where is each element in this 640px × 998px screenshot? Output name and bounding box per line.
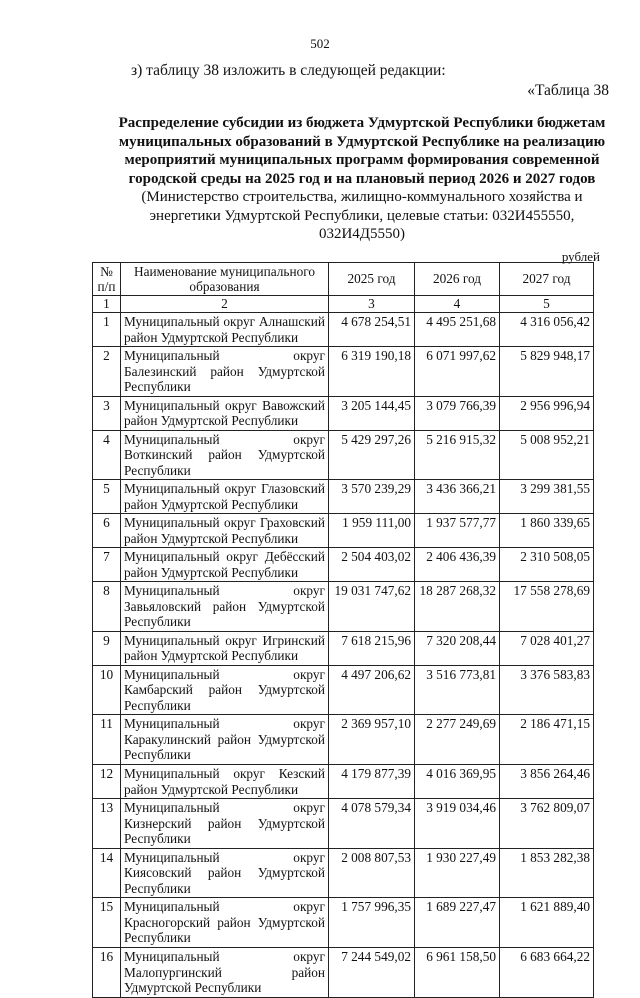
amount-2026: 18 287 268,32 — [415, 582, 500, 632]
table-row — [93, 396, 594, 430]
title-line: муниципальных образований в Удмуртской Республике на реализацию — [118, 133, 606, 150]
row-number: 15 — [93, 898, 121, 948]
amount-2026: 4 016 369,95 — [415, 765, 500, 799]
municipality-name: Муниципальный округ Игринский район Удмуртской Республики — [121, 631, 329, 665]
amount-2027: 2 310 508,05 — [500, 548, 594, 582]
table-row — [93, 765, 594, 799]
amount-2027: 4 316 056,42 — [500, 313, 594, 347]
amount-2027: 2 186 471,15 — [500, 715, 594, 765]
row-number: 9 — [93, 631, 121, 665]
column-index: 3 — [329, 296, 415, 313]
amount-2025: 2 504 403,02 — [329, 548, 415, 582]
amount-2025: 7 618 215,96 — [329, 631, 415, 665]
column-index: 2 — [121, 296, 329, 313]
amount-2027: 7 028 401,27 — [500, 631, 594, 665]
column-index-row — [93, 296, 594, 313]
amount-2026: 3 516 773,81 — [415, 665, 500, 715]
amount-2026: 6 071 997,62 — [415, 347, 500, 397]
municipality-name: Муниципальный округ Каракулинский район Удмуртской Республики — [121, 715, 329, 765]
table-row — [93, 898, 594, 948]
amount-2026: 5 216 915,32 — [415, 430, 500, 480]
amount-2027: 6 683 664,22 — [500, 948, 594, 998]
table-row — [93, 548, 594, 582]
row-number: 16 — [93, 948, 121, 998]
municipality-name: Муниципальный округ Воткинский район Удмуртской Республики — [121, 430, 329, 480]
amount-2025: 4 678 254,51 — [329, 313, 415, 347]
row-number: 11 — [93, 715, 121, 765]
amount-2026: 2 406 436,39 — [415, 548, 500, 582]
row-number: 12 — [93, 765, 121, 799]
amount-2027: 3 762 809,07 — [500, 799, 594, 849]
row-number: 1 — [93, 313, 121, 347]
table-row — [93, 480, 594, 514]
amount-2025: 3 570 239,29 — [329, 480, 415, 514]
row-number: 13 — [93, 799, 121, 849]
subtitle-line: энергетики Удмуртской Республики, целевые статьи: 032И455550, — [149, 207, 575, 224]
column-index: 4 — [415, 296, 500, 313]
amount-2025: 6 319 190,18 — [329, 347, 415, 397]
municipality-name: Муниципальный округ Завьяловский район Удмуртской Республики — [121, 582, 329, 632]
amount-2027: 1 860 339,65 — [500, 514, 594, 548]
subtitle-line: (Министерство строительства, жилищно-коммунального хозяйства и — [141, 189, 583, 205]
row-number: 10 — [93, 665, 121, 715]
amount-2027: 3 299 381,55 — [500, 480, 594, 514]
municipality-name: Муниципальный округ Вавожский район Удмуртской Республики — [121, 396, 329, 430]
amount-2027: 2 956 996,94 — [500, 396, 594, 430]
table-row — [93, 799, 594, 849]
amount-2026: 1 689 227,47 — [415, 898, 500, 948]
municipality-name: Муниципальный округ Камбарский район Удмуртской Республики — [121, 665, 329, 715]
page-number: 502 — [310, 36, 330, 51]
municipality-name: Муниципальный округ Малопургинский район Удмуртской Республики — [121, 948, 329, 998]
amount-2027: 1 853 282,38 — [500, 848, 594, 898]
table-row — [93, 347, 594, 397]
amount-2026: 3 919 034,46 — [415, 799, 500, 849]
amount-2026: 7 320 208,44 — [415, 631, 500, 665]
units-label: рублей — [561, 249, 600, 264]
title-line: городской среды на 2025 год и на плановый период 2026 и 2027 годов — [128, 170, 596, 187]
municipality-name: Муниципальный округ Красногорский район Удмуртской Республики — [121, 898, 329, 948]
amount-2025: 4 078 579,34 — [329, 799, 415, 849]
table-row — [93, 848, 594, 898]
table-row — [93, 665, 594, 715]
amount-2026: 2 277 249,69 — [415, 715, 500, 765]
amount-2026: 1 937 577,77 — [415, 514, 500, 548]
amount-2026: 4 495 251,68 — [415, 313, 500, 347]
row-number: 7 — [93, 548, 121, 582]
header-2025: 2025 год — [329, 263, 415, 296]
row-number: 5 — [93, 480, 121, 514]
column-index: 5 — [500, 296, 594, 313]
amount-2027: 3 376 583,83 — [500, 665, 594, 715]
header-name: Наименование муниципального образования — [121, 263, 329, 296]
table-row — [93, 582, 594, 632]
amount-2025: 1 757 996,35 — [329, 898, 415, 948]
table-row — [93, 430, 594, 480]
amount-2025: 7 244 549,02 — [329, 948, 415, 998]
amount-2025: 4 179 877,39 — [329, 765, 415, 799]
amount-2027: 5 008 952,21 — [500, 430, 594, 480]
row-number: 4 — [93, 430, 121, 480]
amount-2025: 2 008 807,53 — [329, 848, 415, 898]
header-num: № п/п — [93, 263, 121, 296]
municipality-name: Муниципальный округ Балезинский район Удмуртской Республики — [121, 347, 329, 397]
header-2027: 2027 год — [500, 263, 594, 296]
municipality-name: Муниципальный округ Кизнерский район Удмуртской Республики — [121, 799, 329, 849]
amount-2025: 3 205 144,45 — [329, 396, 415, 430]
amount-2025: 4 497 206,62 — [329, 665, 415, 715]
row-number: 6 — [93, 514, 121, 548]
header-2026: 2026 год — [415, 263, 500, 296]
row-number: 8 — [93, 582, 121, 632]
amount-2026: 6 961 158,50 — [415, 948, 500, 998]
amount-2027: 5 829 948,17 — [500, 347, 594, 397]
row-number: 3 — [93, 396, 121, 430]
municipality-name: Муниципальный округ Киясовский район Удмуртской Республики — [121, 848, 329, 898]
subtitle-line: 032И4Д5550) — [318, 226, 406, 242]
amount-2027: 17 558 278,69 — [500, 582, 594, 632]
amount-2025: 19 031 747,62 — [329, 582, 415, 632]
title-line: Распределение субсидии из бюджета Удмуртской Республики бюджетам — [118, 115, 606, 131]
amendment-intro: з) таблицу 38 изложить в следующей редакции: — [131, 62, 446, 79]
amount-2025: 2 369 957,10 — [329, 715, 415, 765]
table-body — [93, 313, 594, 998]
table-row — [93, 631, 594, 665]
header-row — [93, 263, 594, 296]
amount-2025: 5 429 297,26 — [329, 430, 415, 480]
amount-2026: 3 436 366,21 — [415, 480, 500, 514]
amount-2027: 3 856 264,46 — [500, 765, 594, 799]
table-row — [93, 948, 594, 998]
table-label: «Таблица 38 — [527, 82, 609, 99]
municipality-name: Муниципальный округ Алнашский район Удмуртской Республики — [121, 313, 329, 347]
amount-2025: 1 959 111,00 — [329, 514, 415, 548]
amount-2026: 3 079 766,39 — [415, 396, 500, 430]
municipality-name: Муниципальный округ Кезский район Удмуртской Республики — [121, 765, 329, 799]
subsidy-table — [92, 262, 594, 998]
municipality-name: Муниципальный округ Дебёсский район Удмуртской Республики — [121, 548, 329, 582]
title-line: мероприятий муниципальных программ формирования современной — [124, 152, 600, 168]
table-title — [96, 114, 628, 244]
table-row — [93, 313, 594, 347]
column-index: 1 — [93, 296, 121, 313]
municipality-name: Муниципальный округ Глазовский район Удмуртской Республики — [121, 480, 329, 514]
amount-2026: 1 930 227,49 — [415, 848, 500, 898]
row-number: 14 — [93, 848, 121, 898]
table-row — [93, 514, 594, 548]
amount-2027: 1 621 889,40 — [500, 898, 594, 948]
municipality-name: Муниципальный округ Граховский район Удмуртской Республики — [121, 514, 329, 548]
row-number: 2 — [93, 347, 121, 397]
table-row — [93, 715, 594, 765]
